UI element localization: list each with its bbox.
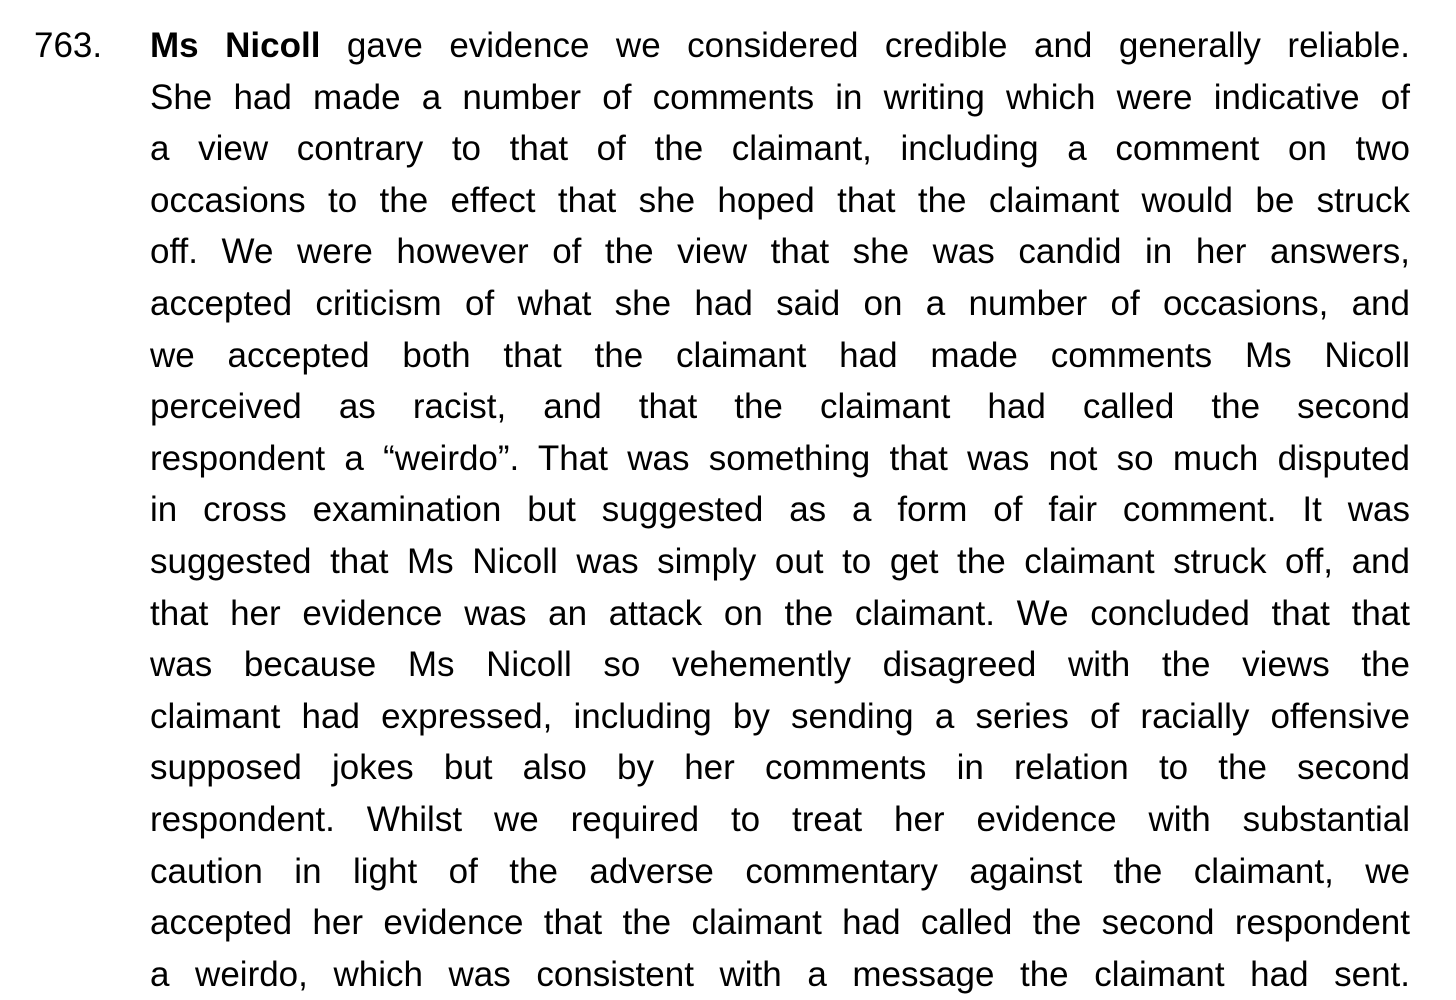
paragraph-line: perceived as racist, and that the claimant had called the second (150, 387, 1410, 427)
paragraph-line: respondent. Whilst we required to treat her evidence with substantial (150, 799, 1410, 839)
paragraph-line: accepted her evidence that the claimant had called the second respondent (150, 903, 1410, 943)
paragraph-line: occasions to the effect that she hoped that the claimant would be struck (150, 180, 1410, 220)
speaker-name: Ms Nicoll (150, 26, 321, 65)
paragraph-line: we accepted both that the claimant had made comments Ms Nicoll (150, 335, 1410, 375)
paragraph-line: a weirdo, which was consistent with a message the claimant had sent. (150, 954, 1410, 994)
paragraph-line: off. We were however of the view that she was candid in her answers, (150, 232, 1410, 272)
paragraph-line: claimant had expressed, including by sending a series of racially offensive (150, 696, 1410, 736)
paragraph-line: suggested that Ms Nicoll was simply out to get the claimant struck off, and (150, 541, 1410, 581)
paragraph-line: supposed jokes but also by her comments in relation to the second (150, 748, 1410, 788)
paragraph-line: caution in light of the adverse commentary against the claimant, we (150, 851, 1410, 891)
paragraph-line: She had made a number of comments in writing which were indicative of (150, 77, 1410, 117)
paragraph-line (150, 20, 1410, 72)
paragraph-line: a view contrary to that of the claimant, including a comment on two (150, 129, 1410, 169)
paragraph-number: 763. (34, 26, 103, 65)
paragraph-line-text: gave evidence we considered credible and generally reliable. (320, 26, 1410, 65)
paragraph-line: that her evidence was an attack on the claimant. We concluded that that (150, 593, 1410, 633)
paragraph-line: respondent a “weirdo”. That was something that was not so much disputed (150, 438, 1410, 478)
paragraph-body (150, 20, 1410, 1000)
paragraph-line: accepted criticism of what she had said on a number of occasions, and (150, 283, 1410, 323)
paragraph-line: was because Ms Nicoll so vehemently disagreed with the views the (150, 645, 1410, 685)
paragraph-line: in cross examination but suggested as a form of fair comment. It was (150, 490, 1410, 530)
